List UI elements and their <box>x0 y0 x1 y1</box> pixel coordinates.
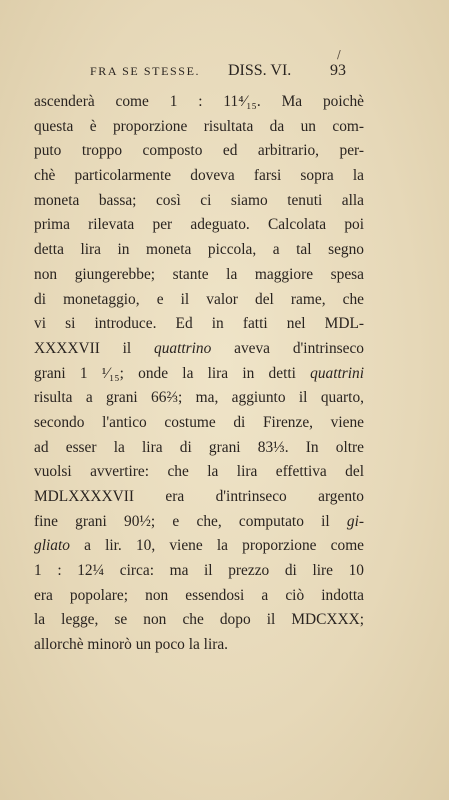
text-segment: fine grani 90½; e che, computato il <box>34 512 347 530</box>
italic-segment: quattrini <box>310 364 364 382</box>
text-segment: detta lira in moneta piccola, a tal segno <box>34 241 364 259</box>
text-line <box>34 608 364 633</box>
text-segment: la legge, se non che dopo il MDCXXX; <box>34 611 364 629</box>
text-line <box>34 115 364 140</box>
text-segment: XXXXVII il <box>34 339 155 357</box>
body-text <box>34 90 364 658</box>
text-segment: risulta a grani 66⅔; ma, aggiunto il quarto, <box>34 389 364 407</box>
section-label: DISS. VI. <box>228 62 292 79</box>
text-segment: di monetaggio, e il valor del rame, che <box>34 290 364 308</box>
text-segment: chè particolarmente doveva farsi sopra la <box>34 167 364 185</box>
text-segment: MDLXXXXVII era d'intrinseco argento <box>34 488 364 505</box>
text-segment: prima rilevata per adeguato. Calcolata poi <box>34 216 364 234</box>
text-line <box>34 139 364 164</box>
italic-segment: gi- <box>346 512 364 530</box>
text-line <box>34 238 364 263</box>
text-segment: allorchè minorò un poco la lira. <box>34 636 229 654</box>
text-segment: ad esser la lira di grani 83⅓. In oltre <box>34 438 364 456</box>
text-segment: puto troppo composto ed arbitrario, per- <box>34 142 364 160</box>
text-line <box>34 386 364 411</box>
text-segment: aveva d'intrinseco <box>211 339 364 357</box>
running-head: FRA SE STESSE. <box>90 64 201 78</box>
text-segment: 1 : 12¼ circa: ma il prezzo di lire 10 <box>34 562 364 580</box>
text-segment: moneta bassa; così ci siamo tenuti alla <box>34 191 364 209</box>
text-line <box>34 362 364 387</box>
text-line <box>34 189 364 214</box>
text-line <box>34 164 364 189</box>
text-line <box>34 288 364 313</box>
text-line <box>34 559 364 584</box>
text-segment: a lir. 10, viene la proporzione come <box>69 537 364 555</box>
page-number: 93 <box>330 62 346 79</box>
text-segment: questa è proporzione risultata da un com- <box>34 117 364 135</box>
italic-segment: gliato <box>34 537 70 555</box>
corner-mark: / <box>337 48 341 61</box>
italic-segment: quattrino <box>154 339 212 357</box>
text-line <box>34 90 364 115</box>
text-line <box>34 633 364 658</box>
text-line <box>34 460 364 485</box>
text-segment: vuolsi avvertire: che la lira effettiva del <box>34 463 364 481</box>
text-line <box>34 534 364 559</box>
text-line <box>34 411 364 436</box>
text-segment: grani 1 ¹⁄₁₅; onde la lira in detti <box>34 364 311 382</box>
text-line <box>34 485 364 510</box>
text-line <box>34 510 364 535</box>
text-segment: non giungerebbe; stante la maggiore spesa <box>34 265 364 283</box>
text-line <box>34 263 364 288</box>
text-segment: era popolare; non essendosi a ciò indotta <box>34 586 364 604</box>
text-segment: secondo l'antico costume di Firenze, viene <box>34 413 364 431</box>
text-line <box>34 213 364 238</box>
text-segment: ascenderà come 1 : 11⁴⁄₁₅. Ma poichè <box>34 93 364 110</box>
text-segment: vi si introduce. Ed in fatti nel MDL- <box>34 315 364 333</box>
text-line <box>34 312 364 337</box>
text-line <box>34 337 364 362</box>
text-line <box>34 584 364 609</box>
text-line <box>34 436 364 461</box>
page-header <box>90 62 350 84</box>
